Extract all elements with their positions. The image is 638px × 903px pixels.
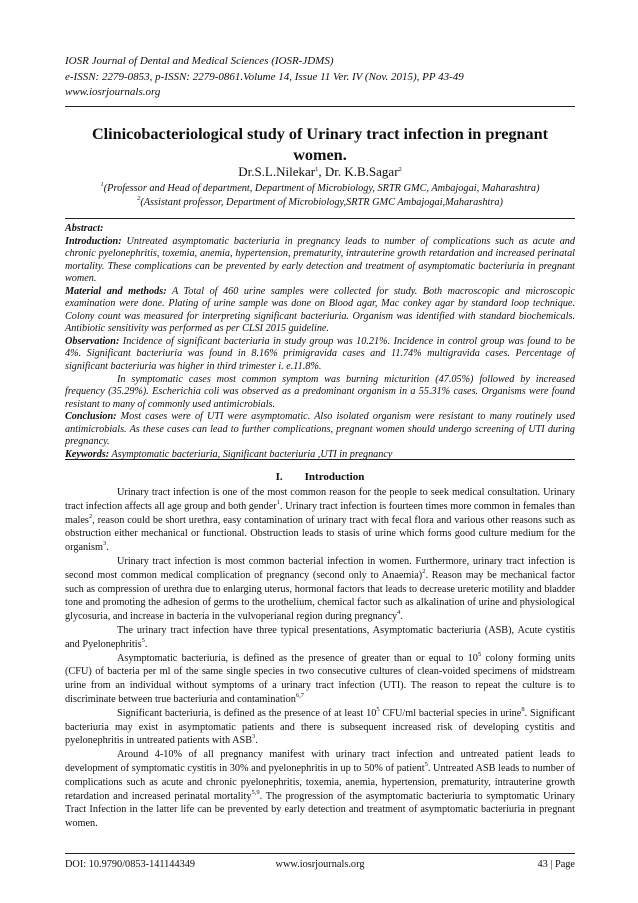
observation-label: Observation:	[65, 335, 120, 347]
author-2: Dr. K.B.Sagar	[324, 164, 399, 179]
affiliation-1	[65, 182, 575, 196]
p5-ref-2: 3	[252, 733, 256, 741]
p1-text-c: , reason could be short urethra, easy contamination of urinary tract with fecal flora and various other reasons such as obstruction either mechanical or functional. Obstruction leads to stasis of urine which forms good culture medium for the organism	[65, 514, 575, 554]
p6-text-b: . Untreated ASB leads to number of complications such as acute and chronic pyelonephritis, toxemia, anemia, hypertension, prematurity, intrauterine growth retardation and increased perinatal mortality	[65, 762, 575, 802]
affiliation-2-text: (Assistant professor, Department of Microbiology,SRTR GMC Ambajogai,Maharashtra)	[140, 197, 503, 208]
paragraph-2	[65, 555, 575, 624]
observation-text: Incidence of significant bacteriuria in study group was 10.21%. Incidence in control group was found to be 4%. Significant bacteriuria was found in 8.16% primigravida cases and 11.74% multigravida cases. Percentage of significant bacteriuria was higher in third trimester i. e.11.8%.	[65, 335, 575, 373]
p1-text-a: Urinary tract infection is one of the most common reason for the people to seek medical consultation. Urinary tract infection affects all age group and both gender	[65, 487, 575, 512]
p6-text-c: . The progression of the asymptomatic bacteriuria to symptomatic Urinary Tract Infection in the latter life can be prevented by early detection and treatment of asymptomatic bacteriuria in pregnant women.	[65, 790, 575, 830]
paragraph-1	[65, 486, 575, 555]
abstract-bottom-rule	[65, 459, 575, 460]
author-separator: ,	[318, 164, 325, 179]
p3-text-b: .	[144, 638, 148, 650]
p2-text-a: Urinary tract infection is most common bacterial infection in women. Furthermore, urinary tract infection is second most common medical complication of pregnancy (second only to Anaemia)	[65, 555, 575, 581]
introduction-body	[65, 486, 575, 831]
affiliation-2	[65, 196, 575, 210]
p2-text-b: . Reason may be mechanical factor such as compression of urethra due to enlarging uterus, hormonal factors that leads to decrease ureteric motility and bladder tone and promoting the adhesion of germs to the urothelium, chemical factor such as alkalination of urine and physiological glycosuria, and increase in bacteria in the vulvoperianal region during pregnancy	[65, 569, 575, 623]
p6-text-a: Around 4-10% of all pregnancy manifest with urinary tract infection and untreated patient leads to development of symptomatic cystitis in 30% and pyelonephritis in up to 50% of patient	[65, 749, 575, 774]
journal-name: IOSR Journal of Dental and Medical Sciences (IOSR-JDMS)	[65, 55, 334, 67]
p5-exponent: 5	[376, 705, 380, 713]
author-1-sup: 1	[315, 166, 319, 173]
header-rule	[65, 106, 575, 107]
p5-text-a: Significant bacteriuria, is defined as the presence of at least 10	[117, 707, 377, 719]
p3-ref-1: 5	[141, 636, 145, 644]
section-number: I.	[275, 471, 283, 483]
footer-website: www.iosrjournals.org	[275, 859, 365, 870]
conclusion-text: Most cases were of UTI were asymptomatic. Also isolated organism were resistant to many routinely used antimicrobials. As these cases can lead to further complications, pregnant women should undergo screening of UTI during pregnancy.	[65, 411, 575, 448]
p5-ref-1: 8	[521, 705, 525, 713]
affiliation-1-sup: 1	[100, 181, 104, 188]
footer-doi: DOI: 10.9790/0853-141144349	[65, 859, 196, 870]
keywords-label: Keywords:	[65, 448, 110, 460]
p2-text-c: .	[400, 611, 403, 623]
methods-label: Material and methods:	[65, 285, 167, 297]
p4-text-a: Asymptomatic bacteriuria, is defined as the presence of greater than or equal to 10	[117, 652, 478, 664]
p1-ref-2: 2	[88, 512, 93, 520]
abstract-conclusion	[65, 411, 575, 449]
p2-ref-1: 2	[422, 567, 426, 575]
abstract-observation	[65, 336, 575, 374]
p6-ref-2: 5,9	[251, 788, 260, 796]
intro-label: Introduction:	[65, 235, 122, 247]
section-title: Introduction	[304, 471, 365, 483]
keywords-text: Asymptomatic bacteriuria, Significant bacteriuria ,UTI in pregnancy	[109, 448, 393, 460]
footer-rule	[65, 853, 575, 854]
p5-text-d: .	[255, 735, 258, 747]
p1-text-d: .	[106, 542, 109, 554]
abstract-intro	[65, 236, 575, 286]
methods-text: A Total of 460 urine samples were collected for study. Both macroscopic and microscopic examination were done. Plating of urine sample was done on Blood agar, Mac conkey agar by standard loop technique. Colony count was measured for interpreting significant bacteriuria. Organism was identified with standard biochemicals. Antibiotic sensitivity was performed as per CLSI 2015 guideline.	[65, 285, 575, 335]
abstract	[65, 223, 575, 461]
p5-text-c: . Significant bacteriuria may exist in asymptomatic patients and there is subsequent increased risk of developing cystitis and pyelonephritis in untreated patients with ASB	[65, 707, 576, 747]
affiliation-2-sup: 2	[137, 195, 141, 202]
p1-ref-1: 1	[276, 498, 280, 506]
abstract-methods	[65, 286, 575, 336]
author-1: Dr.S.L.Nilekar	[238, 164, 316, 179]
p5-text-b: CFU/ml bacterial species in urine	[379, 707, 522, 719]
footer-page-number: 43 | Page	[537, 859, 575, 870]
p6-ref-1: 5	[424, 760, 428, 768]
intro-text: Untreated asymptomatic bacteriuria in pregnancy leads to number of complications such as acute and chronic pyelonephritis, toxemia, anemia, hypertension, prematurity, intrauterine growth retardation and increased perinatal mortality. These complications can be prevented by early detection and treatment of asymptomatic bacteriuria in pregnant women.	[65, 235, 575, 285]
p4-exponent: 5	[477, 650, 482, 658]
conclusion-label: Conclusion:	[65, 411, 117, 423]
abstract-observation-2: In symptomatic cases most common symptom was burning micturition (47.05%) followed by increased frequency (35.29%). Escherichia coli was observed as a predominant organism in a 55.31% cases. Organisms were found resistant to many of commonly used antimicrobials.	[65, 373, 575, 410]
p1-text-b: . Urinary tract infection is fourteen times more common in females than males	[65, 500, 575, 526]
paragraph-4	[65, 652, 575, 707]
paper-title: Clinicobacteriological study of Urinary tract infection in pregnant women.	[91, 125, 549, 164]
author-line	[65, 163, 575, 180]
paragraph-5	[65, 707, 575, 748]
journal-issn: e-ISSN: 2279-0853, p-ISSN: 2279-0861.Volume 14, Issue 11 Ver. IV (Nov. 2015), PP 43-49	[65, 70, 464, 83]
author-2-sup: 2	[398, 166, 402, 173]
affiliation-1-text: (Professor and Head of department, Department of Microbiology, SRTR GMC, Ambajogai, Maharashtra)	[103, 183, 540, 194]
p2-ref-2: 4	[397, 609, 401, 617]
p4-text-b: colony forming units (CFU) of bacteria per ml of the same single species in two consecutive cultures of clean-voided specimens of midstream urine from an individual without symptoms of a urinary tract infection (UTI). The reason to repeat the culture is to discriminate between true bacteriuria and contamination	[65, 652, 575, 705]
abstract-heading: Abstract:	[65, 223, 104, 234]
p1-ref-3: 3	[102, 540, 107, 548]
journal-header	[65, 54, 575, 101]
p3-text-a: The urinary tract infection have three typical presentations, Asymptomatic bacteriuria (ASB), Acute cystitis and Pyelonephritis	[65, 624, 575, 650]
section-heading	[65, 470, 575, 484]
paragraph-3	[65, 624, 575, 652]
journal-website: www.iosrjournals.org	[65, 86, 161, 98]
p4-ref-1: 6,7	[295, 691, 304, 699]
abstract-top-rule	[65, 218, 575, 219]
paragraph-6	[65, 748, 575, 831]
